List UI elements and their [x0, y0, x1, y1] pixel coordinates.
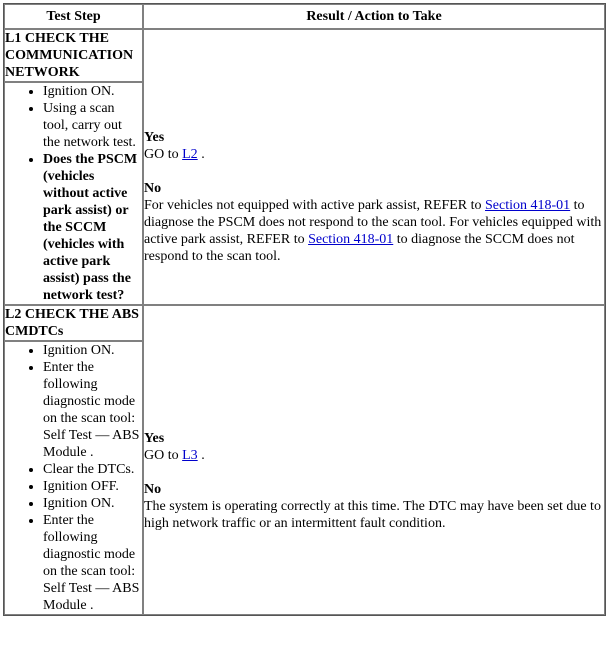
- link-tail: .: [197, 448, 205, 463]
- no-text-2: to diagnose the PSCM does not respond to the scan tool. For vehicles equipped with active park assist, REFER to: [144, 198, 602, 247]
- list-item: • Ignition ON.: [43, 342, 142, 359]
- yes-label: Yes: [144, 130, 165, 145]
- link-l3[interactable]: L3: [182, 448, 198, 463]
- list-item: • Using a scan tool, carry out the network test.: [43, 100, 142, 151]
- list-item: [43, 151, 142, 304]
- step-list: [5, 342, 142, 614]
- list-item: • Enter the following diagnostic mode on the scan tool: Self Test — ABS Module .: [43, 512, 142, 614]
- step-body-l2: [4, 341, 143, 615]
- list-item: • Ignition ON.: [43, 83, 142, 100]
- no-label: No: [144, 181, 162, 196]
- spacer: [144, 69, 604, 129]
- header-row: [4, 4, 605, 29]
- question-text: Does the PSCM (vehicles without active park assist) or the SCCM (vehicles with active park assist) pass the network test?: [43, 152, 138, 303]
- yes-action: [144, 447, 604, 464]
- list-item: • Clear the DTCs.: [43, 461, 142, 478]
- no-action: [144, 197, 604, 265]
- step-title-row: [4, 305, 605, 341]
- step-title-l1: L1 CHECK THE COMMUNICATION NETWORK: [4, 29, 143, 82]
- spacer: [144, 388, 604, 430]
- go-to-text: GO to: [144, 448, 179, 463]
- step-title-row: [4, 29, 605, 82]
- yes-action: [144, 146, 604, 163]
- result-cell-l1: [143, 29, 605, 305]
- link-l2[interactable]: L2: [182, 147, 198, 162]
- step-title-l2: L2 CHECK THE ABS CMDTCs: [4, 305, 143, 341]
- header-test-step: Test Step: [4, 4, 143, 29]
- list-item: • Ignition ON.: [43, 495, 142, 512]
- link-tail: .: [197, 147, 205, 162]
- diagnostic-table: [3, 3, 606, 616]
- yes-label: Yes: [144, 431, 165, 446]
- result-cell-l2: [143, 305, 605, 615]
- header-result-action: Result / Action to Take: [143, 4, 605, 29]
- no-action: The system is operating correctly at this time. The DTC may have been set due to high network traffic or an intermittent fault condition.: [144, 499, 601, 531]
- no-label: No: [144, 482, 162, 497]
- link-section-418-01[interactable]: Section 418-01: [485, 198, 571, 213]
- go-to-text: GO to: [144, 147, 179, 162]
- step-list: [5, 83, 142, 304]
- link-section-418-01[interactable]: Section 418-01: [308, 232, 394, 247]
- list-item: • Ignition OFF.: [43, 478, 142, 495]
- no-text-1: For vehicles not equipped with active park assist, REFER to: [144, 198, 482, 213]
- no-text-3: to diagnose the SCCM does not respond to the scan tool.: [144, 232, 575, 264]
- list-item: • Enter the following diagnostic mode on the scan tool: Self Test — ABS Module .: [43, 359, 142, 461]
- step-body-l1: [4, 82, 143, 305]
